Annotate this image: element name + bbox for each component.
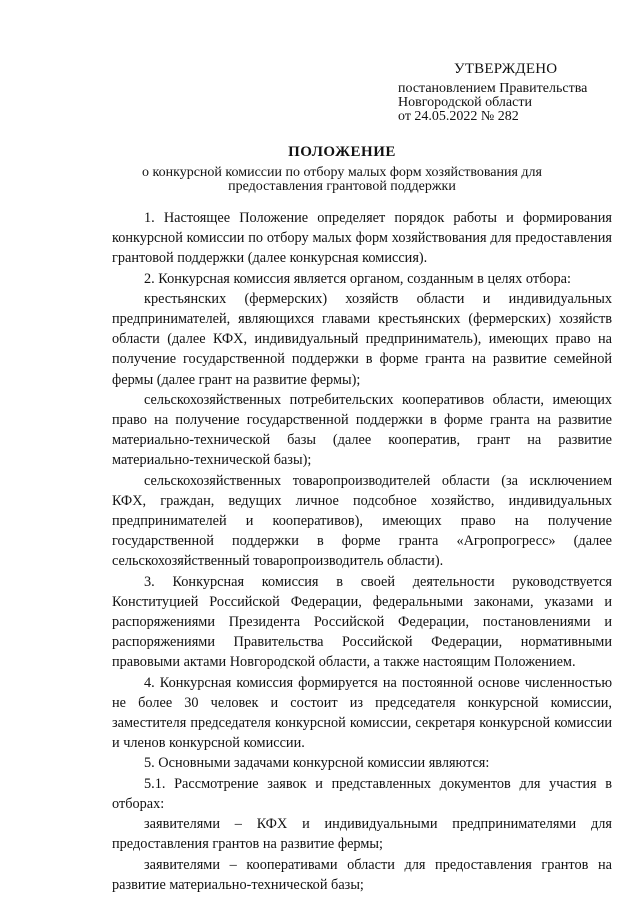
paragraph: крестьянских (фермерских) хозяйств области и индивидуальных предпринимателей, являющихся главами крестьянских (фермерских) хозяйств области (далее КФХ, индивидуальный предприниматель), имеющих право на получение государственной поддержки в форме гранта на развитие семейной фермы (далее грант на развитие фермы);: [112, 290, 612, 388]
approval-line: от 24.05.2022 № 282: [398, 109, 519, 124]
paragraph: 2. Конкурсная комиссия является органом, созданным в целях отбора:: [144, 270, 571, 287]
paragraph: 5. Основными задачами конкурсной комиссии являются:: [144, 755, 490, 772]
approval-stamp: [398, 62, 628, 124]
paragraph: сельскохозяйственных товаропроизводителей области (за исключением КФХ, граждан, ведущих личное подсобное хозяйство, индивидуальных предпринимателей и кооперативов), имеющих право на получение государственной поддержки в форме гранта «Агропрогресс» (далее сельскохозяйственный товаропроизводитель области).: [112, 472, 612, 570]
document-title: ПОЛОЖЕНИЕ: [288, 144, 396, 160]
paragraph: 5.1. Рассмотрение заявок и представленных документов для участия в отборах:: [112, 775, 612, 812]
approval-heading: УТВЕРЖДЕНО: [454, 61, 558, 77]
paragraph: заявителями – КФХ и индивидуальными предпринимателями для предоставления грантов на развитие фермы;: [112, 816, 612, 853]
document-subtitle-line: о конкурсной комиссии по отбору малых форм хозяйствования для: [142, 165, 542, 180]
approval-line: Новгородской области: [398, 95, 532, 110]
document-title-block: [112, 144, 572, 194]
approval-line: постановлением Правительства: [398, 81, 588, 96]
document-body: [112, 208, 612, 895]
paragraph: 4. Конкурсная комиссия формируется на постоянной основе численностью не более 30 человек и состоит из председателя конкурсной комиссии, заместителя председателя конкурсной комиссии, секретаря конкурсной комиссии и членов конкурсной комиссии.: [112, 674, 612, 752]
paragraph: заявителями – кооперативами области для предоставления грантов на развитие материально-технической базы;: [112, 856, 612, 893]
document-subtitle-line: предоставления грантовой поддержки: [228, 179, 456, 194]
paragraph: 1. Настоящее Положение определяет порядок работы и формирования конкурсной комиссии по отбору малых форм хозяйствования для предоставления грантовой поддержки (далее конкурсная комиссия).: [112, 210, 612, 267]
paragraph: 3. Конкурсная комиссия в своей деятельности руководствуется Конституцией Российской Федерации, федеральными законами, указами и распоряжениями Президента Российской Федерации, постановлениями и распоряжениями Правительства Российской Федерации, нормативными правовыми актами Новгородской области, а также настоящим Положением.: [112, 573, 612, 671]
paragraph: сельскохозяйственных потребительских кооперативов области, имеющих право на получение государственной поддержки в форме гранта на развитие материально-технической базы (далее кооператив, грант на развитие материально-технической базы);: [112, 391, 612, 469]
